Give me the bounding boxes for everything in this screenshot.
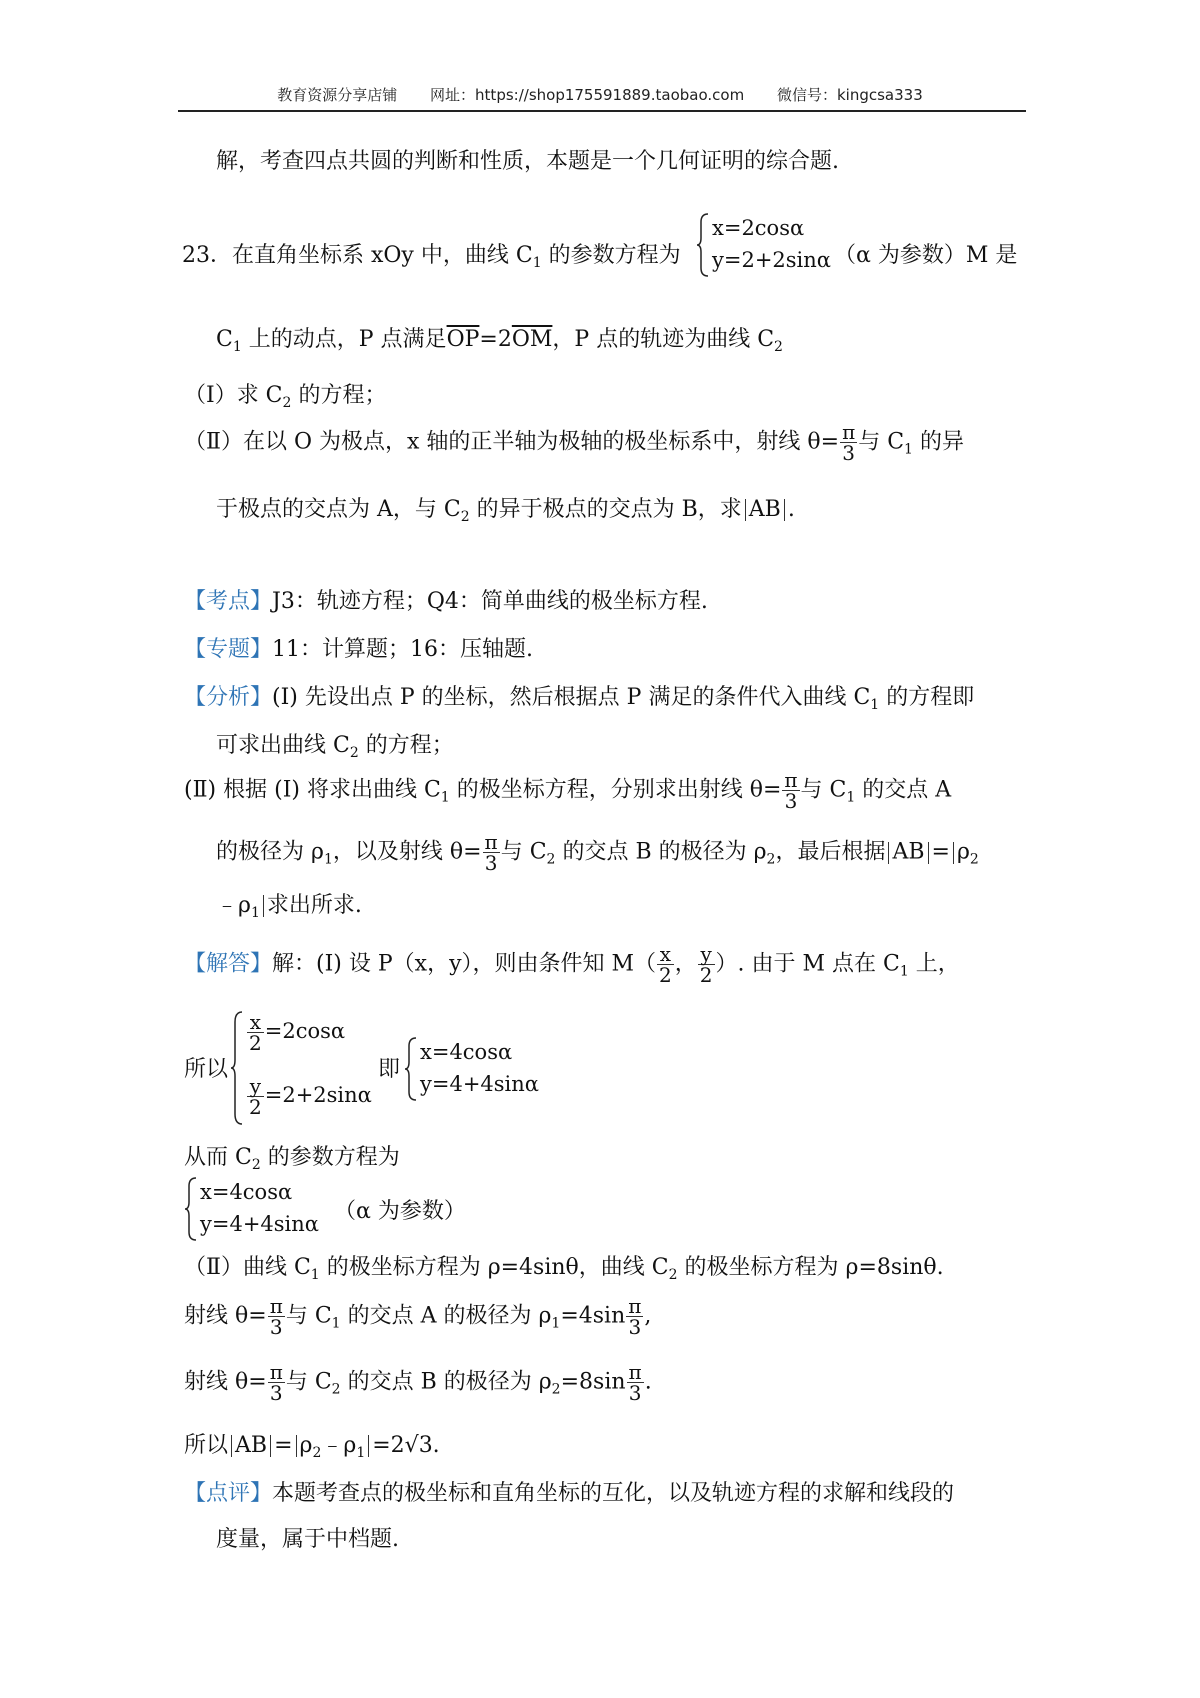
- fraction: [247, 1076, 264, 1117]
- denominator: 2: [659, 963, 672, 987]
- jieda-tag: 【解答】: [184, 951, 273, 977]
- subscript: 1: [551, 1315, 561, 1332]
- denominator: 2: [699, 963, 713, 987]
- text: =4sin: [560, 1303, 626, 1329]
- eq-y: y=4+4sinα: [420, 1072, 539, 1096]
- kaodian-tag: 【考点】: [184, 589, 273, 614]
- text: 的极坐标方程为 ρ=8sinθ.: [677, 1255, 944, 1280]
- fraction: [782, 770, 799, 811]
- eq-x: x=2cosα: [712, 216, 805, 240]
- dianping-line-1: [184, 1476, 954, 1507]
- subscript: 1: [532, 255, 542, 271]
- fraction: [698, 944, 715, 985]
- brace-icon: [696, 212, 710, 278]
- abs-bar: [928, 842, 929, 864]
- text: (Ⅰ) 先设出点 P 的坐标，然后根据点 P 满足的条件代入曲线 C: [272, 685, 871, 710]
- zhuanti-line: [184, 632, 533, 663]
- vector-om: $\overline{OM}$: [511, 327, 553, 352]
- fenxi-line-2: [216, 728, 454, 761]
- text: 的方程即: [879, 685, 975, 710]
- subscript: 1: [899, 963, 909, 980]
- subscript: 2: [312, 1445, 322, 1461]
- abs-bar: [368, 1435, 369, 1457]
- intro-line: 解，考查四点共圆的判断和性质，本题是一个几何证明的综合题.: [216, 149, 839, 174]
- wechat-id: 微信号：kingcsa333: [776, 86, 923, 104]
- dianping-line-2: 度量，属于中档题.: [216, 1527, 399, 1552]
- subscript: 1: [846, 789, 856, 806]
- abs-bar: [953, 842, 954, 864]
- numerator: y: [247, 1076, 264, 1097]
- subscript: 2: [774, 339, 783, 355]
- text: 与 C: [285, 1303, 332, 1329]
- system-c1: [696, 212, 831, 282]
- numerator: x: [657, 944, 674, 965]
- text: 射线 θ=: [184, 1303, 267, 1329]
- text: 于极点的交点为 A，与 C: [216, 497, 461, 522]
- page-header: [0, 84, 1200, 105]
- text: 求出所求.: [266, 893, 362, 918]
- text: ）. 由于 M 点在 C: [715, 951, 900, 977]
- abs-bar: [784, 499, 785, 521]
- denominator: 3: [484, 851, 498, 875]
- suoyi: 所以: [184, 1057, 229, 1082]
- part2-answer: [184, 1250, 944, 1283]
- subscript: 2: [766, 851, 776, 868]
- text: .: [787, 497, 795, 522]
- text: 从而 C: [184, 1145, 252, 1170]
- text: ρ: [299, 1433, 313, 1458]
- part-2-line-1: [184, 422, 964, 463]
- fenxi-line-4: [216, 832, 979, 873]
- fraction: [840, 422, 857, 463]
- text: 的异于极点的交点为 B，求: [469, 497, 742, 522]
- subscript: 1: [232, 339, 242, 355]
- text: 的交点 A 的极径为 ρ: [340, 1303, 552, 1329]
- subscript: 2: [349, 745, 359, 761]
- denominator: 3: [784, 789, 798, 813]
- problem-line-2: [216, 322, 783, 355]
- fraction: [247, 1012, 264, 1053]
- text: =: [931, 839, 950, 865]
- text: 的方程；: [291, 383, 387, 408]
- param-note: （α 为参数）: [334, 1199, 466, 1224]
- abs-bar: [270, 1435, 271, 1457]
- text: 可求出曲线 C: [216, 733, 350, 758]
- subscript: 1: [323, 851, 333, 868]
- fenxi-line-5: [216, 888, 362, 921]
- shop-name: 教育资源分享店铺: [277, 86, 398, 104]
- text: 解：(Ⅰ) 设 P（x，y），则由条件知 M（: [272, 951, 657, 977]
- fraction: [268, 1362, 285, 1403]
- denominator: 3: [628, 1381, 642, 1405]
- denominator: 2: [249, 1031, 262, 1055]
- numerator: π: [269, 1294, 283, 1318]
- text: （Ⅰ）求 C: [184, 383, 283, 408]
- text: AB: [748, 497, 781, 522]
- jieda-line-1: [184, 944, 960, 985]
- text: 本题考查点的极坐标和直角坐标的互化，以及轨迹方程的求解和线段的: [272, 1481, 955, 1506]
- numerator: π: [269, 1360, 283, 1384]
- subscript: 1: [250, 905, 260, 921]
- header-divider: [178, 110, 1026, 112]
- text: .: [644, 1369, 652, 1395]
- eq: =2+2sinα: [264, 1083, 372, 1107]
- denominator: 3: [269, 1381, 283, 1405]
- zhuanti-tag: 【专题】: [184, 637, 273, 662]
- part-2-line-2: [216, 492, 795, 525]
- dianping-tag: 【点评】: [184, 1481, 273, 1506]
- eq-x: x=4cosα: [200, 1180, 293, 1204]
- text: 2√3.: [390, 1433, 440, 1458]
- system-m: [230, 1010, 380, 1128]
- text: 的极径为 ρ: [216, 839, 324, 865]
- numerator: π: [628, 1294, 642, 1318]
- subscript: 2: [546, 851, 556, 868]
- fenxi-line-3: [184, 770, 951, 811]
- text: ﹣ρ: [216, 893, 251, 918]
- text: 的极坐标方程为 ρ=4sinθ，曲线 C: [319, 1255, 669, 1280]
- text: 上的动点，P 点满足: [241, 327, 447, 352]
- text: （Ⅱ）曲线 C: [184, 1255, 311, 1280]
- text: =: [372, 1433, 391, 1458]
- text: （Ⅱ）在以 O 为极点，x 轴的正半轴为极轴的极坐标系中，射线 θ=: [184, 429, 840, 455]
- fenxi-tag: 【分析】: [184, 685, 273, 710]
- text: (Ⅱ) 根据 (Ⅰ) 将求出曲线 C: [184, 777, 441, 803]
- fenxi-line-1: [184, 680, 974, 713]
- brace-icon: [404, 1036, 418, 1102]
- text: 的极坐标方程，分别求出射线 θ=: [449, 777, 782, 803]
- kaodian-line: [184, 584, 708, 615]
- numerator: π: [784, 768, 798, 792]
- ji: 即: [378, 1057, 401, 1082]
- text: =2: [479, 327, 512, 352]
- text: 的异: [912, 429, 964, 455]
- text: =8sin: [560, 1369, 626, 1395]
- fraction: [268, 1296, 285, 1337]
- text: ，最后根据: [775, 839, 886, 865]
- subscript: 2: [251, 1157, 261, 1173]
- denominator: 3: [842, 441, 855, 465]
- abs-bar: [296, 1435, 297, 1457]
- text: =: [274, 1433, 293, 1458]
- denominator: 3: [269, 1315, 283, 1339]
- subscript: 2: [668, 1267, 678, 1283]
- subscript: 1: [440, 789, 450, 806]
- final-answer: [184, 1428, 440, 1461]
- numerator: y: [698, 944, 715, 965]
- text: 的交点 A: [855, 777, 952, 803]
- subscript: 2: [282, 395, 292, 411]
- system-c2-a: [404, 1036, 544, 1102]
- problem-line-1: [182, 238, 681, 271]
- text: 与 C: [500, 839, 547, 865]
- row-1: [246, 1012, 345, 1053]
- text: ，P 点的轨迹为曲线 C: [552, 327, 775, 352]
- text: ρ: [956, 839, 970, 865]
- abs-bar: [745, 499, 746, 521]
- text: ,: [644, 1303, 652, 1329]
- shop-url: 网址：https://shop175591889.taobao.com: [430, 86, 745, 104]
- vector-op: $\overline{OP}$: [446, 327, 480, 352]
- text: 所以: [184, 1433, 229, 1458]
- text: 11：计算题；16：压轴题.: [272, 637, 533, 662]
- row-2: [246, 1076, 372, 1117]
- congeer-line: [184, 1140, 400, 1173]
- text: C: [216, 327, 233, 352]
- ray-line-1: [184, 1296, 651, 1337]
- text: 上，: [908, 951, 960, 977]
- text: 的方程；: [358, 733, 454, 758]
- subscript: 1: [356, 1445, 366, 1461]
- text: 的交点 B 的极径为 ρ: [555, 839, 767, 865]
- text: 的参数方程为: [260, 1145, 400, 1170]
- brace-icon: [230, 1010, 244, 1126]
- text: J3：轨迹方程；Q4：简单曲线的极坐标方程.: [272, 589, 708, 614]
- eq-y: y=4+4sinα: [200, 1212, 319, 1236]
- text: 的交点 B 的极径为 ρ: [340, 1369, 552, 1395]
- ray-line-2: [184, 1362, 652, 1403]
- fraction: [657, 944, 674, 985]
- text: ，: [674, 951, 697, 977]
- text: 与 C: [858, 429, 905, 455]
- brace-icon: [184, 1176, 198, 1242]
- numerator: x: [247, 1012, 264, 1033]
- eq-x: x=4cosα: [420, 1040, 513, 1064]
- subscript: 1: [904, 441, 913, 458]
- fraction: [626, 1296, 643, 1337]
- text: 与 C: [800, 777, 847, 803]
- text: 23．在直角坐标系 xOy 中，曲线 C: [182, 243, 533, 268]
- text: ﹣ρ: [321, 1433, 357, 1458]
- denominator: 3: [628, 1315, 642, 1339]
- subscript: 1: [331, 1315, 341, 1332]
- abs-bar: [231, 1435, 232, 1457]
- fraction: [483, 832, 500, 873]
- problem-line-1-tail: （α 为参数）M 是: [834, 243, 1018, 268]
- part-1: [184, 378, 386, 411]
- subscript: 2: [331, 1381, 341, 1398]
- denominator: 2: [249, 1095, 262, 1119]
- subscript: 1: [310, 1267, 320, 1283]
- text: AB: [892, 839, 925, 865]
- numerator: π: [484, 830, 498, 854]
- abs-bar: [263, 895, 264, 917]
- eq-y: y=2+2sinα: [712, 248, 831, 272]
- subscript: 2: [969, 851, 979, 868]
- numerator: π: [842, 420, 856, 444]
- eq: =2cosα: [264, 1019, 346, 1043]
- subscript: 2: [551, 1381, 561, 1398]
- subscript: 1: [870, 697, 880, 713]
- text: 射线 θ=: [184, 1369, 267, 1395]
- text: 的参数方程为: [541, 243, 681, 268]
- text: ，以及射线 θ=: [332, 839, 482, 865]
- subscript: 2: [460, 509, 470, 525]
- text: 与 C: [285, 1369, 332, 1395]
- text: AB: [235, 1433, 268, 1458]
- system-c2-b: [184, 1176, 324, 1242]
- fraction: [627, 1362, 644, 1403]
- numerator: π: [628, 1360, 642, 1384]
- abs-bar: [888, 842, 889, 864]
